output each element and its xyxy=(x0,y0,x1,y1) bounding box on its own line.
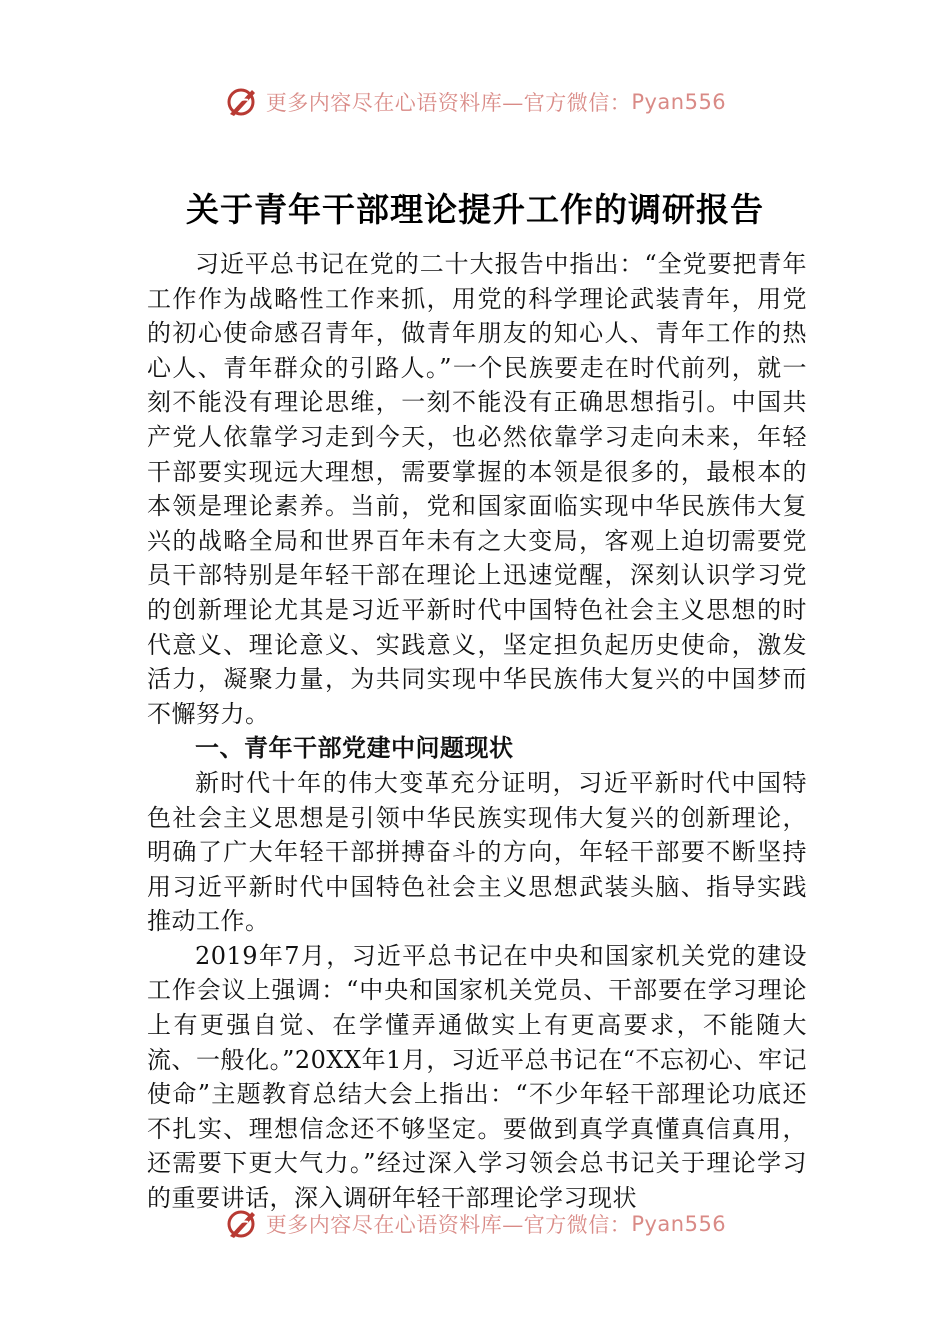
footer-watermark-banner xyxy=(0,1202,950,1242)
document-title: 关于青年干部理论提升工作的调研报告 xyxy=(186,190,764,229)
document-body xyxy=(147,247,807,1216)
pen-logo-icon xyxy=(224,1206,260,1242)
banner-text: 更多内容尽在心语资料库—官方微信： xyxy=(265,1213,632,1237)
banner-wechat-id: Pyan556 xyxy=(631,1212,727,1236)
body-paragraph: 2019年7月，习近平总书记在中央和国家机关党的建设工作会议上强调：“中央和国家机关党员、干部要在学习理论上有更强自觉、在学懂弄通做实上有更高要求，不能随大流、一般化。”20XX年1月，习近平总书记在“不忘初心、牢记使命”主题教育总结大会上指出：“不少年轻干部理论功底还不扎实、理想信念还不够坚定。要做到真学真懂真信真用，还需要下更大气力。”经过深入学习领会总书记关于理论学习的重要讲话，深入调研年轻干部理论学习现状 xyxy=(147,941,807,1213)
banner-text: 更多内容尽在心语资料库—官方微信： xyxy=(265,91,632,115)
body-paragraph: 习近平总书记在党的二十大报告中指出：“全党要把青年工作作为战略性工作来抓，用党的科学理论武装青年，用党的初心使命感召青年，做青年朋友的知心人、青年工作的热心人、青年群众的引路人。”一个民族要走在时代前列，就一刻不能没有理论思维，一刻不能没有正确思想指引。中国共产党人依靠学习走到今天，也必然依靠学习走向未来，年轻干部要实现远大理想，需要掌握的本领是很多的，最根本的本领是理论素养。当前，党和国家面临实现中华民族伟大复兴的战略全局和世界百年未有之大变局，客观上迫切需要党员干部特别是年轻干部在理论上迅速觉醒，深刻认识学习党的创新理论尤其是习近平新时代中国特色社会主义思想的时代意义、理论意义、实践意义，坚定担负起历史使命，激发活力，凝聚力量，为共同实现中华民族伟大复兴的中国梦而不懈努力。 xyxy=(147,250,807,728)
body-paragraph: 新时代十年的伟大变革充分证明，习近平新时代中国特色社会主义思想是引领中华民族实现伟大复兴的创新理论，明确了广大年轻干部拼搏奋斗的方向，年轻干部要不断坚持用习近平新时代中国特色社会主义思想武装头脑、指导实践推动工作。 xyxy=(147,768,807,936)
header-watermark-banner xyxy=(0,82,950,122)
section-heading: 一、青年干部党建中问题现状 xyxy=(195,734,514,763)
pen-logo-icon xyxy=(224,84,260,120)
banner-wechat-id: Pyan556 xyxy=(631,90,727,114)
